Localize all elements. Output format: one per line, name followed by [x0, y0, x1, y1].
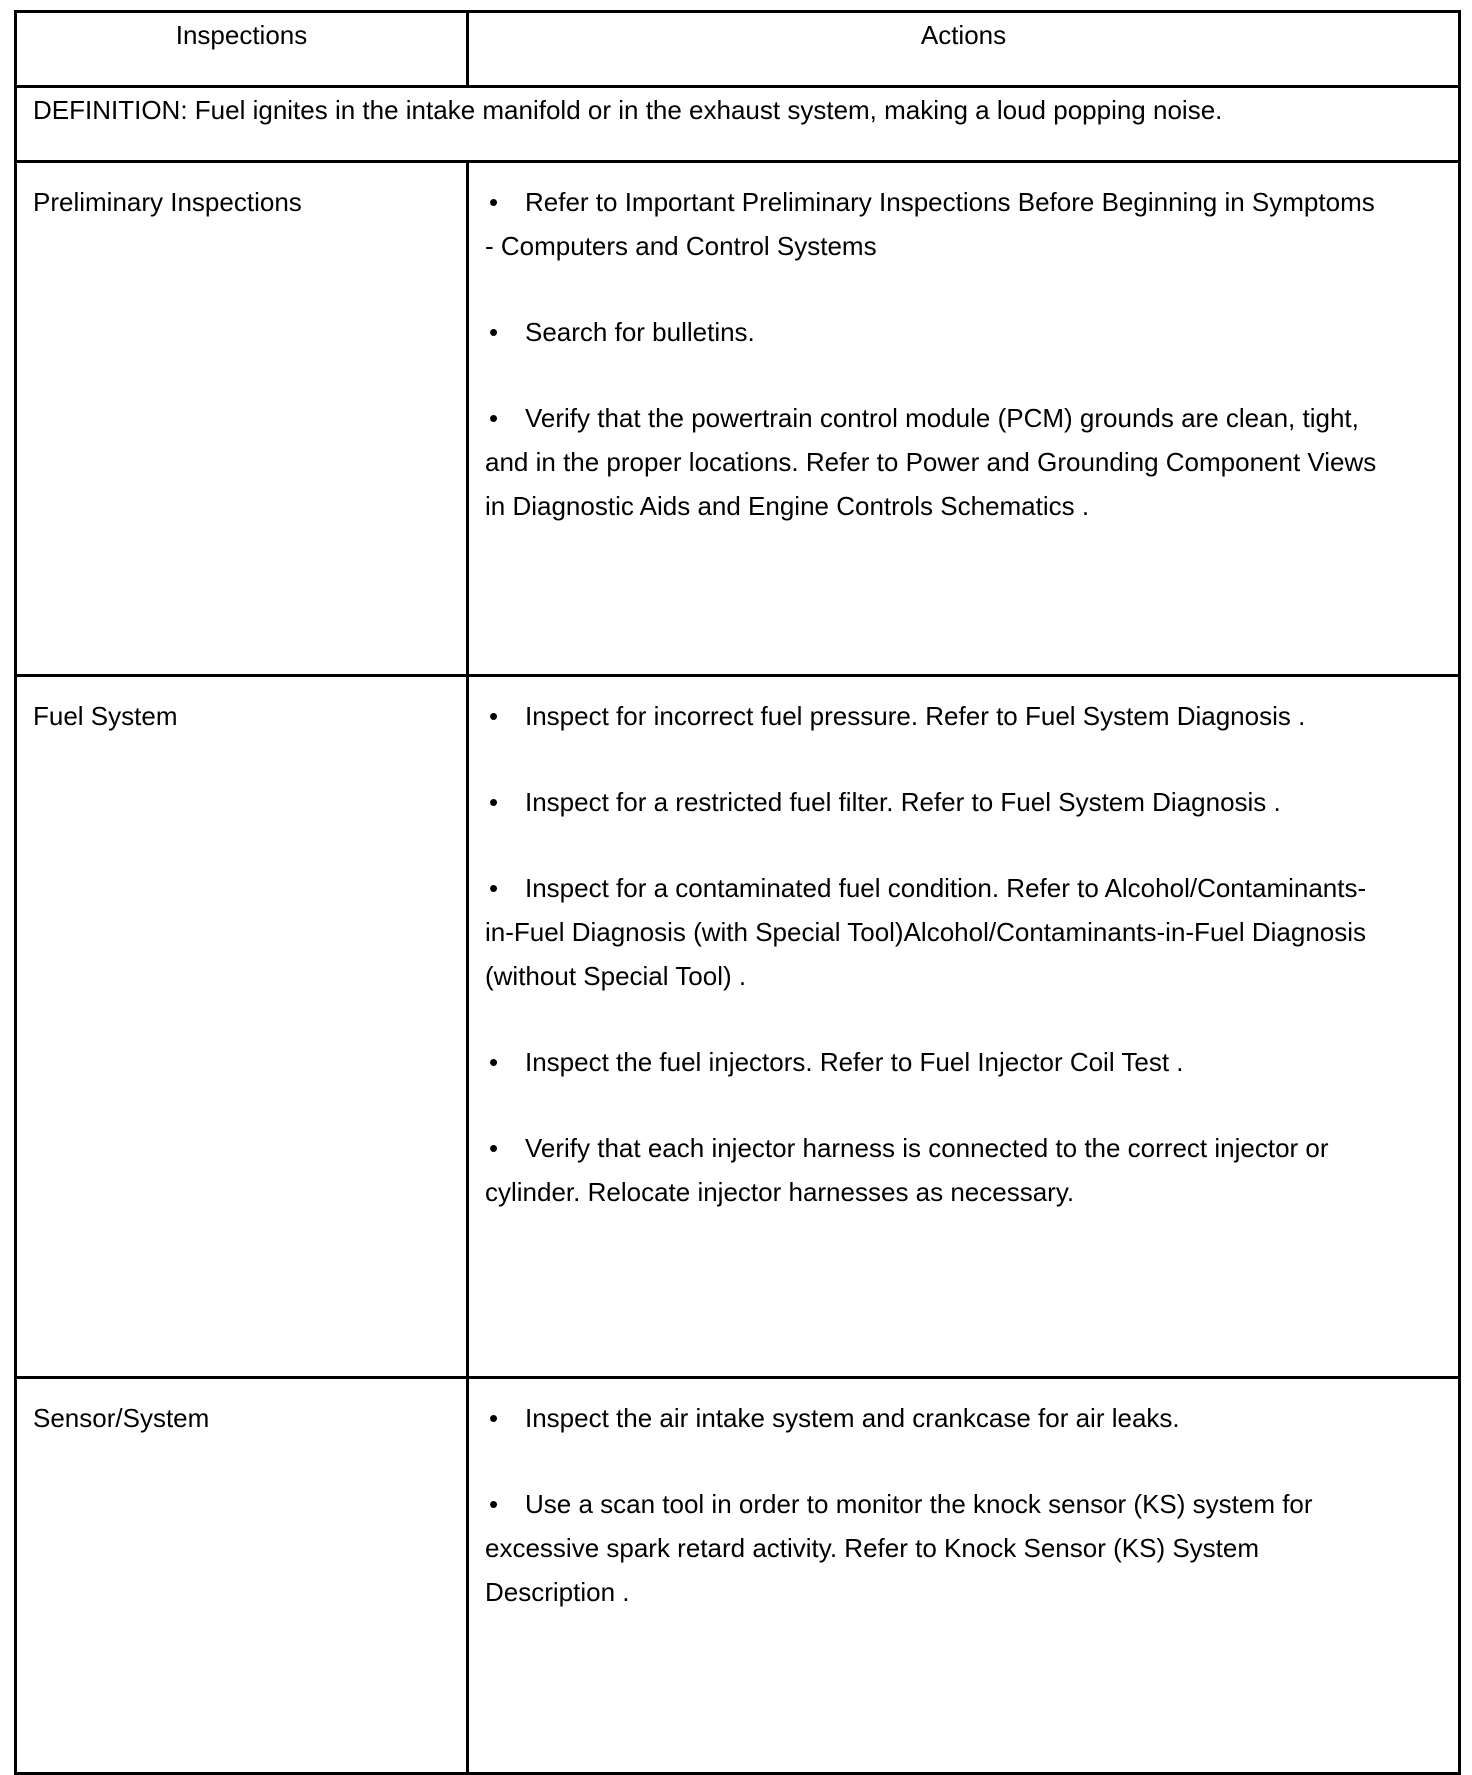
table-row — [16, 1378, 1460, 1774]
action-item — [485, 396, 1388, 528]
action-item — [485, 1040, 1388, 1084]
table-row — [16, 162, 1460, 676]
action-item — [485, 1396, 1388, 1440]
action-text: Inspect the air intake system and crankcase for air leaks. — [525, 1403, 1180, 1433]
action-item — [485, 1126, 1388, 1214]
row-label-preliminary-inspections: Preliminary Inspections — [16, 162, 468, 676]
bullet-icon: • — [489, 1403, 499, 1433]
action-item — [485, 694, 1388, 738]
action-text: Refer to Important Preliminary Inspections Before Beginning in Symptoms - Computers and Control Systems — [485, 187, 1375, 261]
action-text: Use a scan tool in order to monitor the knock sensor (KS) system for excessive spark retard activity. Refer to Knock Sensor (KS) System Description . — [485, 1489, 1313, 1607]
bullet-icon: • — [489, 187, 499, 217]
bullet-icon: • — [489, 403, 499, 433]
bullet-icon: • — [489, 701, 499, 731]
header-actions: Actions — [468, 12, 1460, 87]
action-item — [485, 780, 1388, 824]
action-item — [485, 866, 1388, 998]
action-text: Inspect for incorrect fuel pressure. Refer to Fuel System Diagnosis . — [525, 701, 1306, 731]
bullet-icon: • — [489, 1047, 499, 1077]
table-row — [16, 676, 1460, 1378]
actions-cell — [468, 1378, 1460, 1774]
header-row — [16, 12, 1460, 87]
row-label-sensor-system: Sensor/System — [16, 1378, 468, 1774]
bullet-icon: • — [489, 317, 499, 347]
bullet-icon: • — [489, 787, 499, 817]
action-text: Inspect for a restricted fuel filter. Refer to Fuel System Diagnosis . — [525, 787, 1281, 817]
action-text: Search for bulletins. — [525, 317, 755, 347]
header-inspections: Inspections — [16, 12, 468, 87]
actions-cell — [468, 162, 1460, 676]
definition-row — [16, 87, 1460, 162]
bullet-icon: • — [489, 1133, 499, 1163]
action-text: Verify that each injector harness is connected to the correct injector or cylinder. Relocate injector harnesses as necessary. — [485, 1133, 1329, 1207]
action-text: Verify that the powertrain control module (PCM) grounds are clean, tight, and in the proper locations. Refer to Power and Grounding Component Views in Diagnostic Aids and Engine Controls Schematics . — [485, 403, 1377, 521]
action-item — [485, 180, 1388, 268]
action-item — [485, 1482, 1388, 1614]
row-label-fuel-system: Fuel System — [16, 676, 468, 1378]
actions-cell — [468, 676, 1460, 1378]
bullet-icon: • — [489, 873, 499, 903]
action-item — [485, 310, 1388, 354]
diagnosis-table — [14, 10, 1461, 1775]
definition-cell: DEFINITION: Fuel ignites in the intake manifold or in the exhaust system, making a loud popping noise. — [16, 87, 1460, 162]
action-text: Inspect the fuel injectors. Refer to Fuel Injector Coil Test . — [525, 1047, 1184, 1077]
action-text: Inspect for a contaminated fuel condition. Refer to Alcohol/Contaminants-in-Fuel Diagnosis (with Special Tool)Alcohol/Contaminants-in-Fuel Diagnosis (without Special Tool) . — [485, 873, 1367, 991]
bullet-icon: • — [489, 1489, 499, 1519]
